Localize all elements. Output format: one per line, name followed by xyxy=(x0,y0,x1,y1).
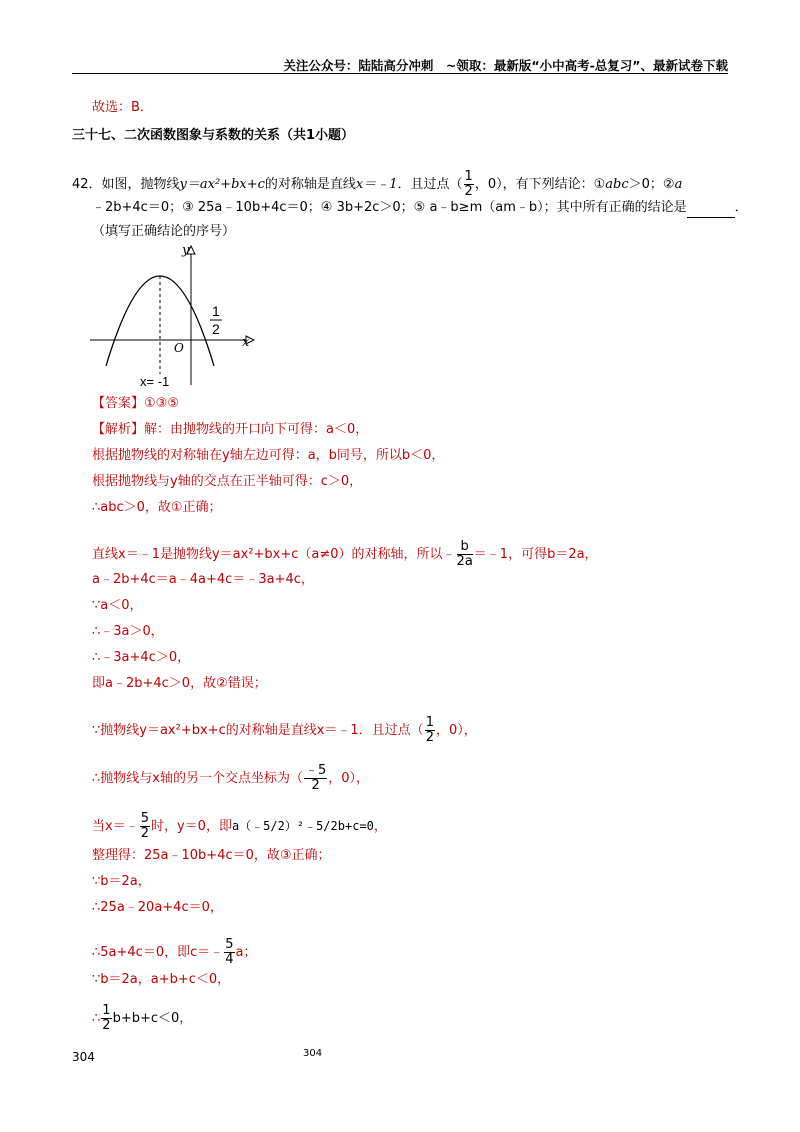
q-abc: abc xyxy=(605,177,629,192)
y-label: y xyxy=(182,243,190,258)
parabola-figure xyxy=(88,240,258,390)
q-text: ．且过点（ xyxy=(397,177,463,192)
q-text: 的对称轴是直线 xyxy=(264,177,356,192)
answer-tag: 【答案】 xyxy=(92,396,145,411)
previous-answer: 故选：B． xyxy=(92,100,153,115)
q-parabola-eq: y＝ax²+bx+c xyxy=(179,177,265,192)
section-title: 三十七、二次函数图象与系数的关系（共1小题） xyxy=(72,128,355,143)
q-text: ，0），有下列结论：① xyxy=(474,177,606,192)
analysis-line-16: ∴25a﹣20a+4c＝0， xyxy=(92,900,223,915)
analysis-line-11: ∵抛物线y＝ax²+bx+c的对称轴是直线x＝﹣1．且过点（ $\frac{1}{2}$ ，0）， xyxy=(92,715,477,745)
substitution-equation: a（﹣5/2）²﹣5/2b+c=0 xyxy=(231,819,374,833)
analysis-line-12: ∴抛物线与x轴的另一个交点坐标为（ $\frac{﹣5}{2}$ ，0）， xyxy=(92,763,370,793)
q-a: a xyxy=(674,177,683,192)
analysis-line-4: ∴abc＞0，故①正确； xyxy=(92,500,222,515)
half-denominator: 2 xyxy=(212,321,220,337)
page-header: 关注公众号：陆陆高分冲刺 ~领取：最新版“小中高考-总复习”、最新试卷下载 xyxy=(283,58,728,73)
analysis-line-14: 整理得：25a﹣10b+4c＝0，故③正确； xyxy=(92,848,331,863)
q-text: ＞0；② xyxy=(628,177,675,192)
q-text: ﹣2b+4c＝0；③ 25a﹣10b+4c＝0；④ 3b+2c＞0；⑤ a﹣b≥m（am﹣b）；其中所有正确的结论是 xyxy=(92,200,687,215)
analysis-line-17: ∴5a+4c＝0，即c＝﹣ $\frac{5}{4}$ a； xyxy=(92,937,257,967)
analysis-line-18: ∵b＝2a，a+b+c＜0， xyxy=(92,972,231,987)
q-axis-eq: x＝﹣1 xyxy=(355,177,398,192)
analysis-line-2: 根据抛物线的对称轴在y轴左边可得：a，b同号，所以b＜0， xyxy=(92,448,445,463)
analysis-line-9: ∴﹣3a+4c＞0， xyxy=(92,650,191,665)
analysis-line-19: ∴ $\frac{1}{2}$ b+b+c＜0， xyxy=(92,1003,193,1033)
analysis-line-6: a﹣2b+4c＝a﹣4a+4c＝﹣3a+4c， xyxy=(92,572,314,587)
origin-label: O xyxy=(174,341,184,355)
q-text: 42．如图，抛物线 xyxy=(72,177,180,192)
question-line-1 xyxy=(72,170,682,199)
analysis-line-10: 即a﹣2b+4c＞0，故②错误； xyxy=(92,676,267,691)
answer-value: ①③⑤ xyxy=(144,396,179,411)
analysis-line-13: 当x＝﹣ $\frac{5}{2}$ 时，y＝0，即a（﹣5/2）²﹣5/2b+c=0， xyxy=(92,811,387,841)
header-rule xyxy=(72,73,728,74)
x-label: x xyxy=(242,335,250,350)
analysis-line-5: 直线x＝﹣1是抛物线y＝ax²+bx+c（a≠0）的对称轴，所以﹣ $\frac{b}{2a}$ ＝﹣1，可得b＝2a， xyxy=(92,539,598,569)
question-line-2 xyxy=(92,198,748,218)
analysis-line-15: ∵b＝2a， xyxy=(92,874,151,889)
axis-label: x= -1 xyxy=(140,374,170,389)
analysis-line-7: ∵a＜0， xyxy=(92,598,143,613)
answer-line xyxy=(92,394,179,414)
half-numerator: 1 xyxy=(212,303,220,319)
q-point-fraction: $\frac{1}{2}$ xyxy=(464,169,473,199)
question-line-3: （填写正确结论的序号） xyxy=(92,224,236,239)
analysis-line-1: 【解析】解：由抛物线的开口向下可得：a＜0， xyxy=(92,422,369,437)
page-number-left: 304 xyxy=(72,1050,95,1064)
analysis-line-8: ∴﹣3a＞0， xyxy=(92,624,164,639)
answer-blank xyxy=(687,205,735,218)
page-number-center: 304 xyxy=(303,1048,323,1059)
analysis-line-3: 根据抛物线与y轴的交点在正半轴可得：c＞0， xyxy=(92,474,363,489)
q-text: ． xyxy=(734,200,748,215)
